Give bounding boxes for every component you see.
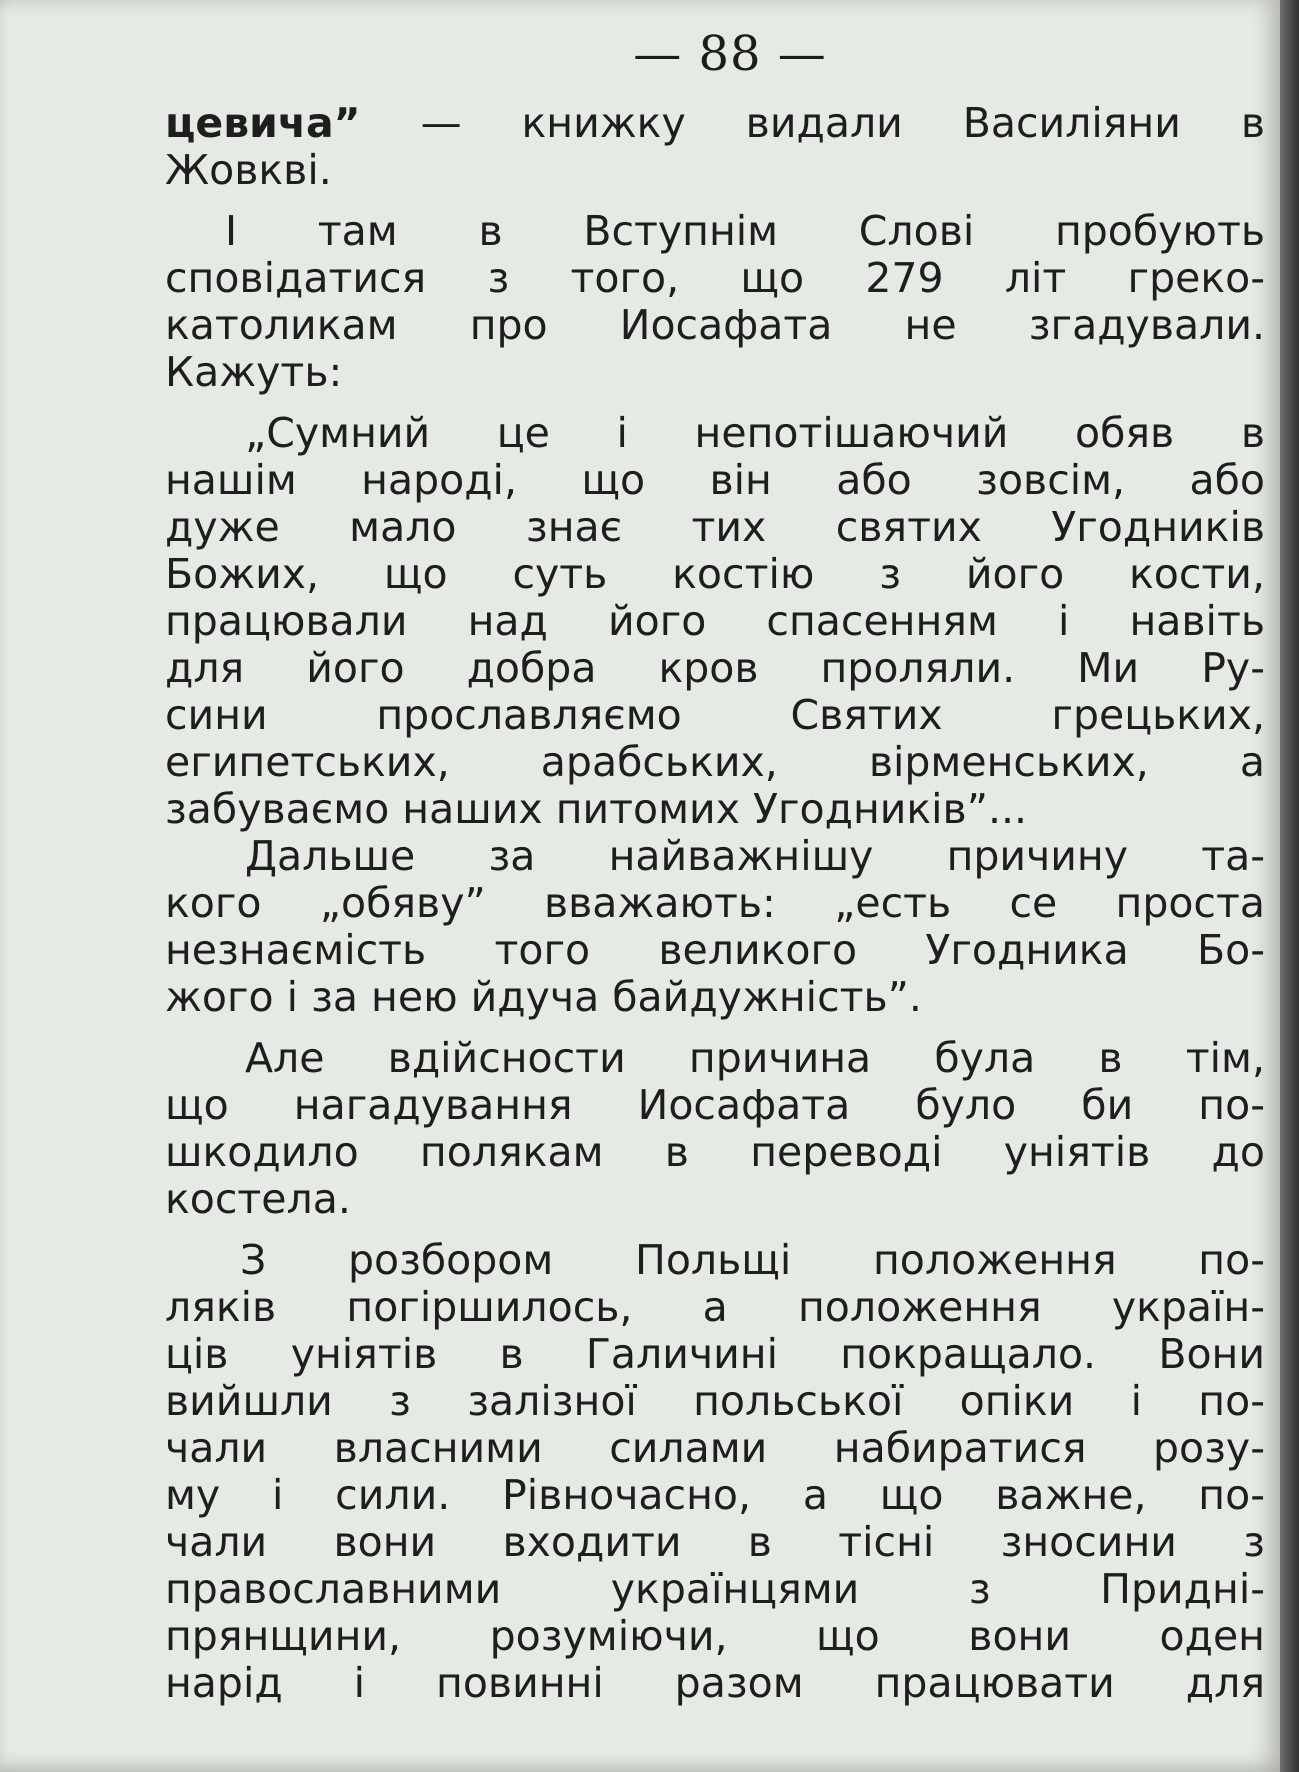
bold-word: цевича”: [165, 99, 361, 147]
text-line: шкодило полякам в переводі уніятів до: [165, 1128, 1265, 1176]
text-line: З розбором Польщі положення по-: [240, 1236, 1265, 1284]
text-line: чали вони входити в тісні зносини з: [165, 1518, 1265, 1566]
text-line: католикам про Иосафата не згадували.: [165, 301, 1265, 349]
text-line: незнаємість того великого Угодника Бо-: [165, 926, 1265, 974]
text-line: Але вдійсности причина була в тім,: [245, 1034, 1265, 1082]
text-line: ляків погіршилось, а положення україн-: [165, 1283, 1265, 1331]
text-line: нарід і повинні разом працювати для: [165, 1659, 1265, 1707]
text-line: сповідатися з того, що 279 літ греко-: [165, 254, 1265, 302]
text-line: забуваємо наших питомих Угодників”...: [165, 785, 1028, 833]
text-line: Божих, що суть костію з його кости,: [165, 550, 1265, 598]
text-line: Кажуть:: [165, 348, 343, 396]
text-line: православними українцями з Придні-: [165, 1565, 1265, 1613]
text-line: вийшли з залізної польської опіки і по-: [165, 1377, 1265, 1425]
text-line: жого і за нею йдуча байдужність”.: [165, 973, 922, 1021]
text-line: дуже мало знає тих святих Угодників: [165, 503, 1265, 551]
page-number: — 88 —: [633, 26, 827, 82]
paragraph-4: [165, 833, 1265, 1021]
text-line: що нагадування Иосафата було би по-: [165, 1081, 1265, 1129]
text-line: Жовкві.: [165, 146, 332, 194]
paragraph-2: [165, 208, 1265, 396]
paragraph-6: [165, 1237, 1265, 1707]
paragraph-3: [165, 410, 1265, 833]
text-line: египетських, арабських, вірменських, а: [165, 738, 1265, 786]
text-line: „Сумний це і непотішаючий обяв в: [245, 409, 1265, 457]
text-line: І там в Вступнім Слові пробують: [225, 207, 1265, 255]
text-line: [165, 100, 1265, 147]
paragraph-5: [165, 1035, 1265, 1223]
text-line: прянщини, розуміючи, що вони оден: [165, 1612, 1265, 1660]
page-edge-shadow: [1280, 0, 1299, 1772]
text-line: сини прославляємо Святих грецьких,: [165, 691, 1265, 739]
text-line: чали власними силами набиратися розу-: [165, 1424, 1265, 1472]
text-span: — книжку видали Василіяни в: [360, 99, 1265, 147]
body-text: [165, 100, 1265, 1721]
text-line: нашім народі, що він або зовсім, або: [165, 456, 1265, 504]
text-line: для його добра кров проляли. Ми Ру-: [165, 644, 1265, 692]
text-line: ців уніятів в Галичині покращало. Вони: [165, 1330, 1265, 1378]
text-line: му і сили. Рівночасно, а що важне, по-: [165, 1471, 1265, 1519]
paragraph-1: [165, 100, 1265, 194]
text-line: кого „обяву” вважають: „есть се проста: [165, 879, 1265, 927]
text-line: Дальше за найважнішу причину та-: [245, 832, 1265, 880]
text-line: костела.: [165, 1175, 351, 1223]
text-line: працювали над його спасенням і навіть: [165, 597, 1265, 645]
